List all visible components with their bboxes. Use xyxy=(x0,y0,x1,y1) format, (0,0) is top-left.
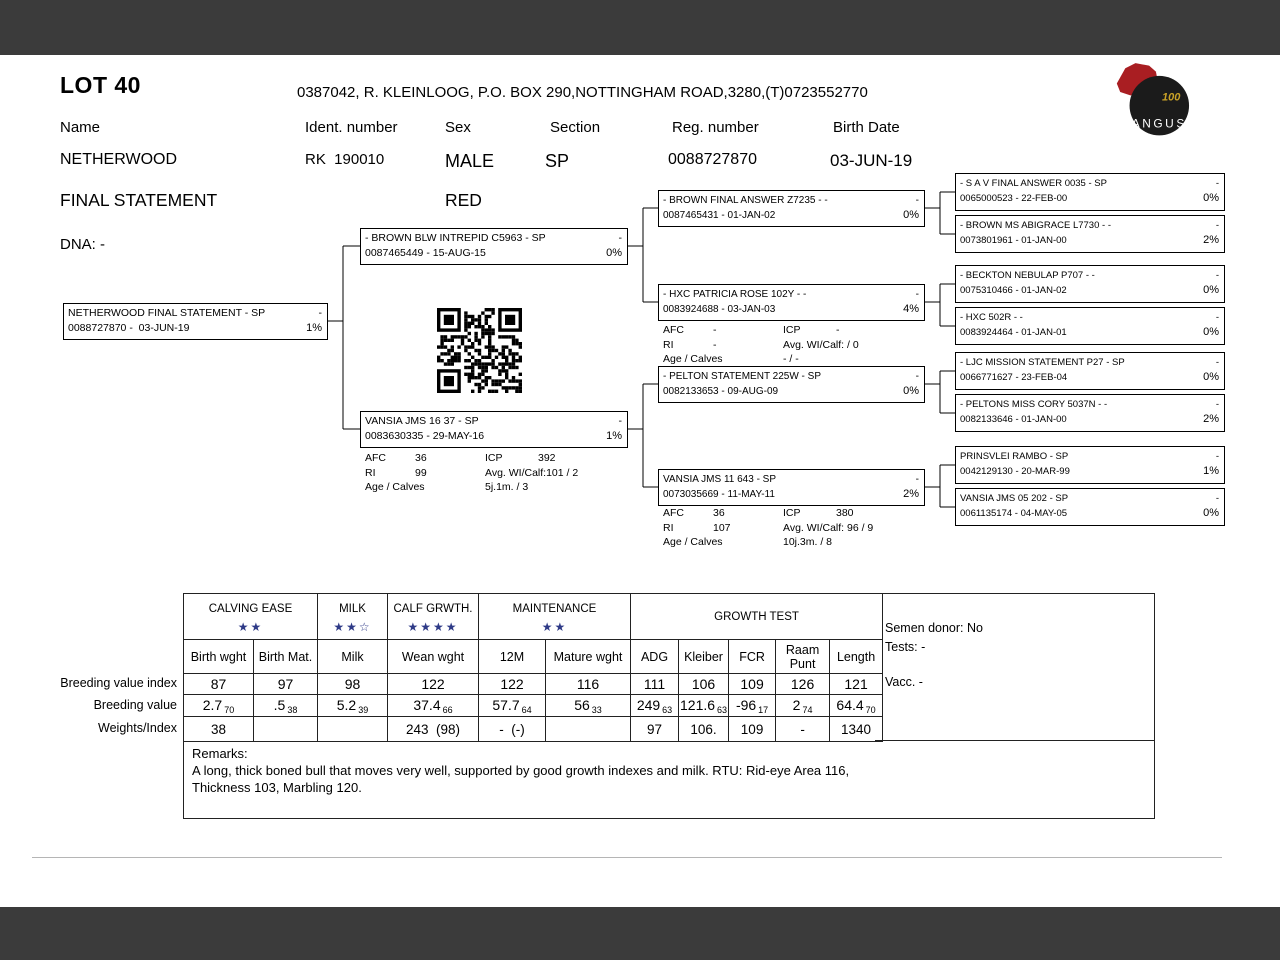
accuracy: 63 xyxy=(717,704,728,715)
pedigree-box-gg-4 xyxy=(955,307,1225,345)
gp-reg: 0087465431 - 01-JAN-02 xyxy=(663,210,776,221)
sire-inbreeding-pct: 0% xyxy=(606,247,622,259)
ebv-col-header: Raam Punt xyxy=(776,640,830,674)
gg-reg: 0075310466 - 01-JAN-02 xyxy=(960,285,1067,296)
ebv-table xyxy=(183,593,883,742)
dam-dash: - xyxy=(618,415,622,427)
gp-dash: - xyxy=(915,195,919,206)
dam-stats-block xyxy=(365,451,578,495)
gg-name: - LJC MISSION STATEMENT P27 - SP xyxy=(960,357,1125,368)
sire-reg: 0087465449 - 15-AUG-15 xyxy=(365,247,486,259)
ebv-value-cell: 249 $_{63}$ xyxy=(631,695,679,717)
gp-reg: 0083924688 - 03-JAN-03 xyxy=(663,304,776,315)
sex-value: MALE xyxy=(445,151,495,171)
ident-number-label: Ident. number xyxy=(305,119,398,136)
lot-number: LOT 40 xyxy=(60,72,141,98)
weights-index-label: Weights/Index xyxy=(98,721,177,735)
afc-value: 36 xyxy=(713,507,725,519)
ri-value: 99 xyxy=(415,466,427,479)
dna-value: DNA: - xyxy=(60,236,105,253)
ebv-weight-cell: 106. xyxy=(679,717,729,742)
ri-value: 107 xyxy=(713,521,731,534)
ebv-col-header: 12M xyxy=(479,640,546,674)
accuracy: 38 xyxy=(287,704,298,715)
gg-reg: 0065000523 - 22-FEB-00 xyxy=(960,193,1068,204)
pedigree-box-dam xyxy=(360,411,628,448)
afc-label: AFC xyxy=(663,324,684,336)
animal-name-value: NETHERWOOD xyxy=(60,151,178,168)
ebv-group-maintenance: MAINTENANCE ★★ xyxy=(479,594,631,640)
icp-label: ICP xyxy=(783,507,801,519)
section-label: Section xyxy=(550,119,601,136)
star-rating: ★★☆ xyxy=(333,619,372,634)
accuracy: 70 xyxy=(224,704,235,715)
accuracy: 74 xyxy=(802,704,813,715)
gg-name: PRINSVLEI RAMBO - SP xyxy=(960,451,1069,462)
ebv-value-cell: 56 $_{33}$ xyxy=(546,695,631,717)
ebv-col-header: ADG xyxy=(631,640,679,674)
ebv-group-growth-test: GROWTH TEST xyxy=(631,594,883,640)
footer-divider xyxy=(32,857,1222,858)
star-rating: ★★ xyxy=(237,619,264,634)
age-calves-value: 10j.3m. / 8 xyxy=(783,536,833,548)
animal-inbreeding-pct: 1% xyxy=(306,322,322,334)
ebv-col-header: Kleiber xyxy=(679,640,729,674)
ebv-index-cell: 111 xyxy=(631,674,679,695)
ebv-col-header: Birth Mat. xyxy=(254,640,318,674)
age-calves-label: Age / Calves xyxy=(365,481,425,493)
ebv-weight-cell: 38 xyxy=(184,717,254,742)
pedigree-box-gg-1 xyxy=(955,173,1225,211)
accuracy: 66 xyxy=(442,704,453,715)
coat-color-value: RED xyxy=(445,190,482,210)
remarks-label: Remarks: xyxy=(192,746,248,761)
icp-value: - xyxy=(836,324,840,336)
ebv-group-milk: MILK ★★☆ xyxy=(318,594,388,640)
ebv-weight-cell: 109 xyxy=(729,717,776,742)
ebv-index-cell: 121 xyxy=(830,674,883,695)
breeder-contact: 0387042, R. KLEINLOOG, P.O. BOX 290,NOTTINGHAM ROAD,3280,(T)0723552770 xyxy=(297,84,868,101)
age-calves-value: - / - xyxy=(783,353,799,365)
ebv-col-header: Milk xyxy=(318,640,388,674)
bottom-bar xyxy=(0,907,1280,960)
qr-code xyxy=(437,308,522,393)
animal-dash: - xyxy=(318,307,322,319)
pedigree-box-gp-3 xyxy=(658,366,925,403)
ebv-index-cell: 122 xyxy=(388,674,479,695)
afc-label: AFC xyxy=(365,452,386,464)
pedigree-box-gg-8 xyxy=(955,488,1225,526)
gg-reg: 0073801961 - 01-JAN-00 xyxy=(960,235,1067,246)
dam-reg: 0083630335 - 29-MAY-16 xyxy=(365,430,485,442)
semen-tests-box xyxy=(875,593,1155,741)
name-label: Name xyxy=(60,119,101,136)
gg-reg: 0066771627 - 23-FEB-04 xyxy=(960,372,1068,383)
gg-name: - BROWN MS ABIGRACE L7730 - - xyxy=(960,220,1111,231)
gg-reg: 0042129130 - 20-MAR-99 xyxy=(960,466,1070,477)
gg-reg: 0083924464 - 01-JAN-01 xyxy=(960,327,1067,338)
animal-name-line2: FINAL STATEMENT xyxy=(60,190,218,210)
avg-wi-calf-value: 96 / 9 xyxy=(844,521,874,534)
ebv-index-cell: 116 xyxy=(546,674,631,695)
gg-name: VANSIA JMS 05 202 - SP xyxy=(960,493,1069,504)
gg-dash: - xyxy=(1215,399,1219,410)
ebv-index-cell: 106 xyxy=(679,674,729,695)
pedigree-box-gg-2 xyxy=(955,215,1225,253)
pedigree-box-gp-2 xyxy=(658,284,925,321)
dam-inbreeding-pct: 1% xyxy=(606,430,622,442)
gg-inbreeding-pct: 2% xyxy=(1203,234,1219,246)
ebv-index-cell: 122 xyxy=(479,674,546,695)
icp-value: 392 xyxy=(538,452,556,464)
gp-dash: - xyxy=(915,289,919,300)
logo-angus-text: ANGUS xyxy=(1131,116,1187,131)
gg-inbreeding-pct: 0% xyxy=(1203,326,1219,338)
gg-inbreeding-pct: 2% xyxy=(1203,413,1219,425)
avg-wi-calf-label: Avg. WI/Calf: xyxy=(783,338,845,351)
gp-name: - HXC PATRICIA ROSE 102Y - - xyxy=(663,289,807,300)
accuracy: 33 xyxy=(591,704,602,715)
ebv-weight-cell: 97 xyxy=(631,717,679,742)
age-calves-value: 5j.1m. / 3 xyxy=(485,481,529,493)
ebv-value-cell: 2.7 $_{70}$ xyxy=(184,695,254,717)
birth-date-label: Birth Date xyxy=(833,119,900,136)
pedigree-box-sire xyxy=(360,228,628,265)
gp-reg: 0073035669 - 11-MAY-11 xyxy=(663,489,775,500)
ri-value: - xyxy=(713,338,717,351)
sire-dash: - xyxy=(618,232,622,244)
ebv-weight-cell xyxy=(318,717,388,742)
gp-dash: - xyxy=(915,474,919,485)
ebv-index-cell: 109 xyxy=(729,674,776,695)
age-calves-label: Age / Calves xyxy=(663,536,723,548)
ebv-index-cell: 126 xyxy=(776,674,830,695)
gp-name: - PELTON STATEMENT 225W - SP xyxy=(663,371,821,382)
afc-label: AFC xyxy=(663,507,684,519)
accuracy: 17 xyxy=(758,704,769,715)
afc-value: - xyxy=(713,324,717,336)
gg-dash: - xyxy=(1215,178,1219,189)
ebv-weight-cell: 243 (98) xyxy=(388,717,479,742)
top-bar xyxy=(0,0,1280,55)
gg-inbreeding-pct: 0% xyxy=(1203,507,1219,519)
gp4-stats-block xyxy=(663,506,873,550)
ebv-value-cell: -96 $_{17}$ xyxy=(729,695,776,717)
avg-wi-calf-label: Avg. WI/Calf: xyxy=(783,521,845,534)
gg-dash: - xyxy=(1215,451,1219,462)
remarks-line1: A long, thick boned bull that moves very well, supported by good growth indexes and milk. RTU: Rid-eye Area 116, xyxy=(192,763,850,778)
pedigree-box-animal xyxy=(63,303,328,340)
animal-reg: 0088727870 - 03-JUN-19 xyxy=(68,322,190,334)
section-value: SP xyxy=(545,151,570,171)
tests-text: Tests: - xyxy=(885,640,926,654)
ebv-weight-cell xyxy=(546,717,631,742)
gg-dash: - xyxy=(1215,357,1219,368)
ebv-value-cell: 57.7 $_{64}$ xyxy=(479,695,546,717)
ebv-group-calving-ease: CALVING EASE ★★ xyxy=(184,594,318,640)
pedigree-box-gg-3 xyxy=(955,265,1225,303)
gg-dash: - xyxy=(1215,312,1219,323)
gp2-stats-block xyxy=(663,323,859,367)
gp-name: - BROWN FINAL ANSWER Z7235 - - xyxy=(663,195,828,206)
birth-date-value: 03-JUN-19 xyxy=(830,151,913,170)
icp-label: ICP xyxy=(485,452,503,464)
gg-dash: - xyxy=(1215,220,1219,231)
icp-label: ICP xyxy=(783,324,801,336)
ebv-value-cell: 2 $_{74}$ xyxy=(776,695,830,717)
ebv-col-header: Mature wght xyxy=(546,640,631,674)
pedigree-box-gg-6 xyxy=(955,394,1225,432)
gg-reg: 0061135174 - 04-MAY-05 xyxy=(960,508,1068,519)
ebv-weight-cell: - (-) xyxy=(479,717,546,742)
gg-inbreeding-pct: 0% xyxy=(1203,284,1219,296)
angus-society-logo xyxy=(1110,58,1195,143)
remarks-line2: Thickness 103, Marbling 120. xyxy=(192,780,362,795)
gg-dash: - xyxy=(1215,493,1219,504)
gp-inbreeding-pct: 0% xyxy=(903,209,919,221)
gg-inbreeding-pct: 0% xyxy=(1203,371,1219,383)
ebv-weight-cell: - xyxy=(776,717,830,742)
gg-name: - HXC 502R - - xyxy=(960,312,1023,323)
ri-label: RI xyxy=(663,338,674,351)
semen-donor-text: Semen donor: No xyxy=(885,621,983,635)
ebv-index-cell: 87 xyxy=(184,674,254,695)
pedigree-box-gg-7 xyxy=(955,446,1225,484)
accuracy: 63 xyxy=(662,704,673,715)
ebv-col-header: Length xyxy=(830,640,883,674)
star-rating: ★★★★ xyxy=(407,619,459,634)
dam-name: VANSIA JMS 16 37 - SP xyxy=(365,415,479,427)
ebv-value-cell: 64.4 $_{70}$ xyxy=(830,695,883,717)
ebv-value-cell: 5.2 $_{39}$ xyxy=(318,695,388,717)
accuracy: 39 xyxy=(358,704,369,715)
ebv-weight-cell: 1340 xyxy=(830,717,883,742)
gp-inbreeding-pct: 2% xyxy=(903,488,919,500)
ri-label: RI xyxy=(663,521,674,534)
accuracy: 70 xyxy=(865,704,876,715)
ebv-col-header: Birth wght xyxy=(184,640,254,674)
avg-wi-calf-value: / 0 xyxy=(844,338,859,351)
reg-number-label: Reg. number xyxy=(672,119,759,136)
pedigree-box-gp-1 xyxy=(658,190,925,227)
vacc-text: Vacc. - xyxy=(885,675,923,689)
ebv-value-cell: 121.6 $_{63}$ xyxy=(680,696,728,715)
ebv-value-cell: .5 $_{38}$ xyxy=(254,695,318,717)
gg-inbreeding-pct: 0% xyxy=(1203,192,1219,204)
icp-value: 380 xyxy=(836,507,854,519)
gg-inbreeding-pct: 1% xyxy=(1203,465,1219,477)
accuracy: 64 xyxy=(521,704,532,715)
gg-name: - BECKTON NEBULAP P707 - - xyxy=(960,270,1095,281)
gg-name: - S A V FINAL ANSWER 0035 - SP xyxy=(960,178,1107,189)
gp-inbreeding-pct: 0% xyxy=(903,385,919,397)
gp-reg: 0082133653 - 09-AUG-09 xyxy=(663,386,779,397)
age-calves-label: Age / Calves xyxy=(663,353,723,365)
remarks-box xyxy=(183,741,1155,819)
pedigree-box-gg-5 xyxy=(955,352,1225,390)
ebv-value-cell: 37.4 $_{66}$ xyxy=(388,695,479,717)
ri-label: RI xyxy=(365,466,376,479)
sex-label: Sex xyxy=(445,119,471,136)
gg-name: - PELTONS MISS CORY 5037N - - xyxy=(960,399,1108,410)
pedigree-box-gp-4 xyxy=(658,469,925,506)
ebv-col-header: FCR xyxy=(729,640,776,674)
ident-number-value: RK 190010 xyxy=(305,151,385,168)
afc-value: 36 xyxy=(415,452,427,464)
animal-name: NETHERWOOD FINAL STATEMENT - SP xyxy=(68,307,266,319)
avg-wi-calf-label: Avg. WI/Calf: xyxy=(485,466,547,479)
gp-name: VANSIA JMS 11 643 - SP xyxy=(663,474,777,485)
ebv-col-header: Wean wght xyxy=(388,640,479,674)
ebv-weight-cell xyxy=(254,717,318,742)
sire-name: - BROWN BLW INTREPID C5963 - SP xyxy=(365,232,546,244)
reg-number-value: 0088727870 xyxy=(668,151,757,168)
ebv-index-cell: 98 xyxy=(318,674,388,695)
gp-dash: - xyxy=(915,371,919,382)
star-rating: ★★ xyxy=(541,619,568,634)
breeding-value-index-label: Breeding value index xyxy=(60,676,177,690)
ebv-index-cell: 97 xyxy=(254,674,318,695)
gg-dash: - xyxy=(1215,270,1219,281)
ebv-group-calf-growth: CALF GRWTH. ★★★★ xyxy=(388,594,479,640)
avg-wi-calf-value: 101 / 2 xyxy=(546,466,579,479)
gg-reg: 0082133646 - 01-JAN-00 xyxy=(960,414,1067,425)
logo-100-text: 100 xyxy=(1161,91,1181,104)
breeding-value-label: Breeding value xyxy=(93,698,177,712)
gp-inbreeding-pct: 4% xyxy=(903,303,919,315)
